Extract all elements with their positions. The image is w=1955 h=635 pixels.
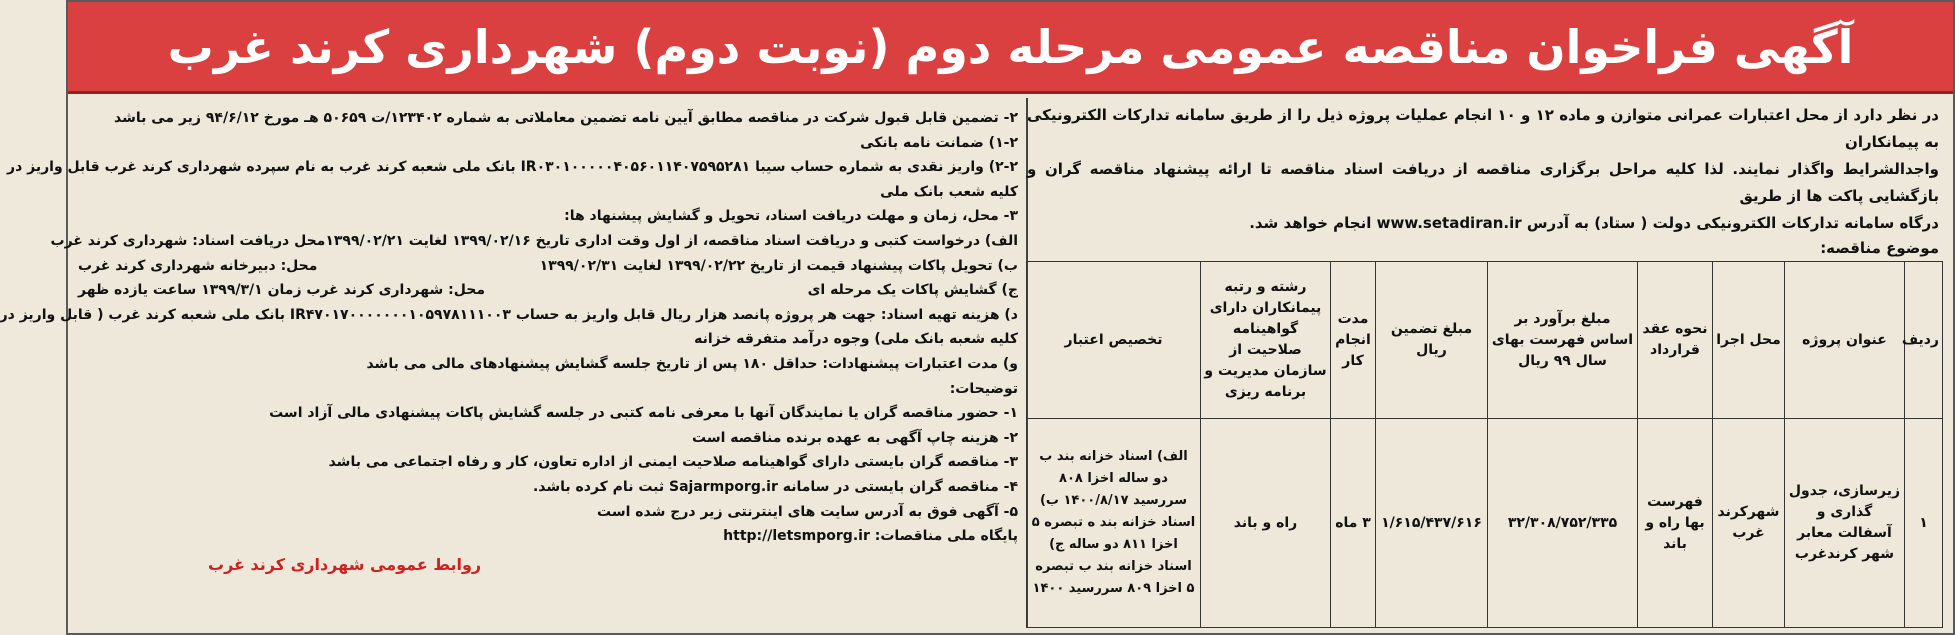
document-fee: د) هزینه تهیه اسناد: جهت هر پروژه پانصد هزار ریال قابل واریز به حساب IR۴۷۰۱۷۰۰۰۰۰۰۰۱۰۵۹۷۸۱۱۱۰۰۳ بانک ملی شعبه کرند غرب ( قابل واریز در bbox=[0, 306, 1018, 323]
intro-paragraph bbox=[1027, 102, 1939, 237]
schedule-a-place: محل دریافت اسناد: شهرداری کرند غرب bbox=[50, 232, 326, 249]
guarantee-option-2-cont: کلیه شعب بانک ملی bbox=[880, 183, 1018, 200]
header-duration: مدت انجام کار bbox=[1331, 262, 1376, 419]
schedule-item-b bbox=[78, 254, 1018, 279]
subject-label: موضوع مناقصه: bbox=[1820, 239, 1939, 257]
cell-contractor-grade: راه و باند bbox=[1201, 419, 1331, 628]
tender-portal: پایگاه ملی مناقصات: http://letsmporg.ir bbox=[723, 528, 1018, 545]
schedule-b-place: محل: دبیرخانه شهرداری کرند غرب bbox=[78, 257, 318, 274]
header-location: محل اجرا bbox=[1713, 262, 1785, 419]
schedule-item-a bbox=[50, 229, 1018, 254]
note-2: ۲- هزینه چاپ آگهی به عهده برنده مناقصه است bbox=[692, 429, 1018, 446]
cell-location: شهرکرند غرب bbox=[1713, 419, 1785, 628]
cell-estimate: ۳۲/۳۰۸/۷۵۲/۳۳۵ bbox=[1488, 419, 1638, 628]
header-row-number: ردیف bbox=[1905, 262, 1943, 419]
schedule-item-c bbox=[78, 278, 1018, 303]
note-1: ۱- حضور مناقصه گران یا نمایندگان آنها با معرفی نامه کتبی در جلسه گشایش پاکات پیشنهادی مالی آزاد است bbox=[269, 405, 1018, 422]
table-row bbox=[1027, 419, 1943, 628]
intro-line: واجدالشرایط واگذار نمایند. لذا کلیه مراحل برگزاری مناقصه از دریافت اسناد مناقصه تا ارائه پیشنهاد مناقصه گران و بازگشایی پاکت ها از طریق bbox=[1027, 160, 1939, 205]
note-4: ۴- مناقصه گران بایستی در سامانه Sajarmporg.ir ثبت نام کرده باشد. bbox=[532, 478, 1018, 495]
guarantee-option-2: ۲-۲) واریز نقدی به شماره حساب سیبا IR۰۳۰۱۰۰۰۰۰۴۰۵۶۰۱۱۴۰۷۵۹۵۲۸۱ بانک ملی شعبه کرند غرب به نام سپرده شهرداری کرند غرب قابل واریز در bbox=[7, 159, 1018, 176]
notes-heading: توضیحات: bbox=[949, 380, 1018, 397]
cell-duration: ۳ ماه bbox=[1331, 419, 1376, 628]
header-contract-type: نحوه عقد قرارداد bbox=[1638, 262, 1713, 419]
guarantee-option-1: ۱-۲) ضمانت نامه بانکی bbox=[860, 134, 1018, 151]
header-contractor-grade: رشته و رتبه پیمانکاران دارای گواهینامه صلاحیت از سازمان مدیریت و برنامه ریزی bbox=[1201, 262, 1331, 419]
intro-line: درگاه سامانه تدارکات الکترونیکی دولت ( ستاد) به آدرس www.setadiran.ir انجام خواهد شد. bbox=[1249, 214, 1939, 232]
cell-funding: الف) اسناد خزانه بند ب دو ساله اخزا ۸۰۸ سررسید ۱۴۰۰/۸/۱۷ ب) اسناد خزانه بند ه تبصره ۵ اخزا ۸۱۱ دو ساله ج) اسناد خزانه بند ب تبصره ۵ اخزا ۸۰۹ سررسید ۱۴۰۰ bbox=[1027, 419, 1201, 628]
header-guarantee: مبلغ تضمین ریال bbox=[1376, 262, 1488, 419]
title-banner bbox=[68, 2, 1953, 94]
cell-contract-type: فهرست بها راه و باند bbox=[1638, 419, 1713, 628]
header-funding: تخصیص اعتبار bbox=[1027, 262, 1201, 419]
cell-project-title: زیرسازی، جدول گذاری و آسفالت معابر شهر کرندغرب bbox=[1785, 419, 1905, 628]
schedule-heading: ۳- محل، زمان و مهلت دریافت اسناد، تحویل و گشایش پیشنهاد ها: bbox=[564, 208, 1018, 225]
cell-guarantee: ۱/۶۱۵/۴۳۷/۶۱۶ bbox=[1376, 419, 1488, 628]
page-title: آگهی فراخوان مناقصه عمومی مرحله دوم (نوبت دوم) شهرداری کرند غرب bbox=[167, 19, 1854, 74]
schedule-c-place: محل: شهرداری کرند غرب زمان ۱۳۹۹/۳/۱ ساعت یازده ظهر bbox=[78, 282, 485, 299]
note-3: ۳- مناقصه گران بایستی دارای گواهینامه صلاحیت ایمنی از اداره تعاون، کار و رفاه اجتماعی می باشد bbox=[328, 454, 1018, 471]
left-column bbox=[0, 106, 1018, 628]
signature: روابط عمومی شهرداری کرند غرب bbox=[208, 554, 482, 574]
validity-period: و) مدت اعتبارات پیشنهادات: حداقل ۱۸۰ پس از تاریخ جلسه گشایش پیشنهادهای مالی می باشد bbox=[366, 355, 1018, 372]
guarantee-heading: ۲- تضمین قابل قبول شرکت در مناقصه مطابق آیین نامه تضمین معاملاتی به شماره ۱۲۳۴۰۲/ت ۵۰۶۵۹ هـ مورخ ۹۴/۶/۱۲ زیر می باشد bbox=[114, 110, 1018, 126]
schedule-b-text: ب) تحویل پاکات پیشنهاد قیمت از تاریخ ۱۳۹۹/۰۲/۲۲ لغایت ۱۳۹۹/۰۲/۳۱ bbox=[539, 257, 1018, 274]
schedule-a-text: الف) درخواست کتبی و دریافت اسناد مناقصه، از اول وقت اداری تاریخ ۱۳۹۹/۰۲/۱۶ لغایت ۱۳۹۹/۰۲/۲۱ bbox=[325, 232, 1018, 249]
schedule-c-text: ج) گشایش پاکات یک مرحله ای bbox=[807, 282, 1018, 299]
header-project-title: عنوان پروژه bbox=[1785, 262, 1905, 419]
header-estimate: مبلغ برآورد بر اساس فهرست بهای سال ۹۹ ریال bbox=[1488, 262, 1638, 419]
document-fee-cont: کلیه شعبه بانک ملی) وجوه درآمد متفرقه خزانه bbox=[694, 331, 1018, 348]
tender-table bbox=[1026, 261, 1943, 628]
right-column bbox=[1023, 102, 1943, 630]
cell-row-number: ۱ bbox=[1905, 419, 1943, 628]
intro-line: در نظر دارد از محل اعتبارات عمرانی متوازن و ماده ۱۲ و ۱۰ انجام عملیات پروژه ذیل را از طریق سامانه تدارکات الکترونیکی به پیمانکاران bbox=[1027, 106, 1939, 151]
table-header-row bbox=[1027, 262, 1943, 419]
note-5: ۵- آگهی فوق به آدرس سایت های اینترنتی زیر درج شده است bbox=[597, 503, 1018, 520]
